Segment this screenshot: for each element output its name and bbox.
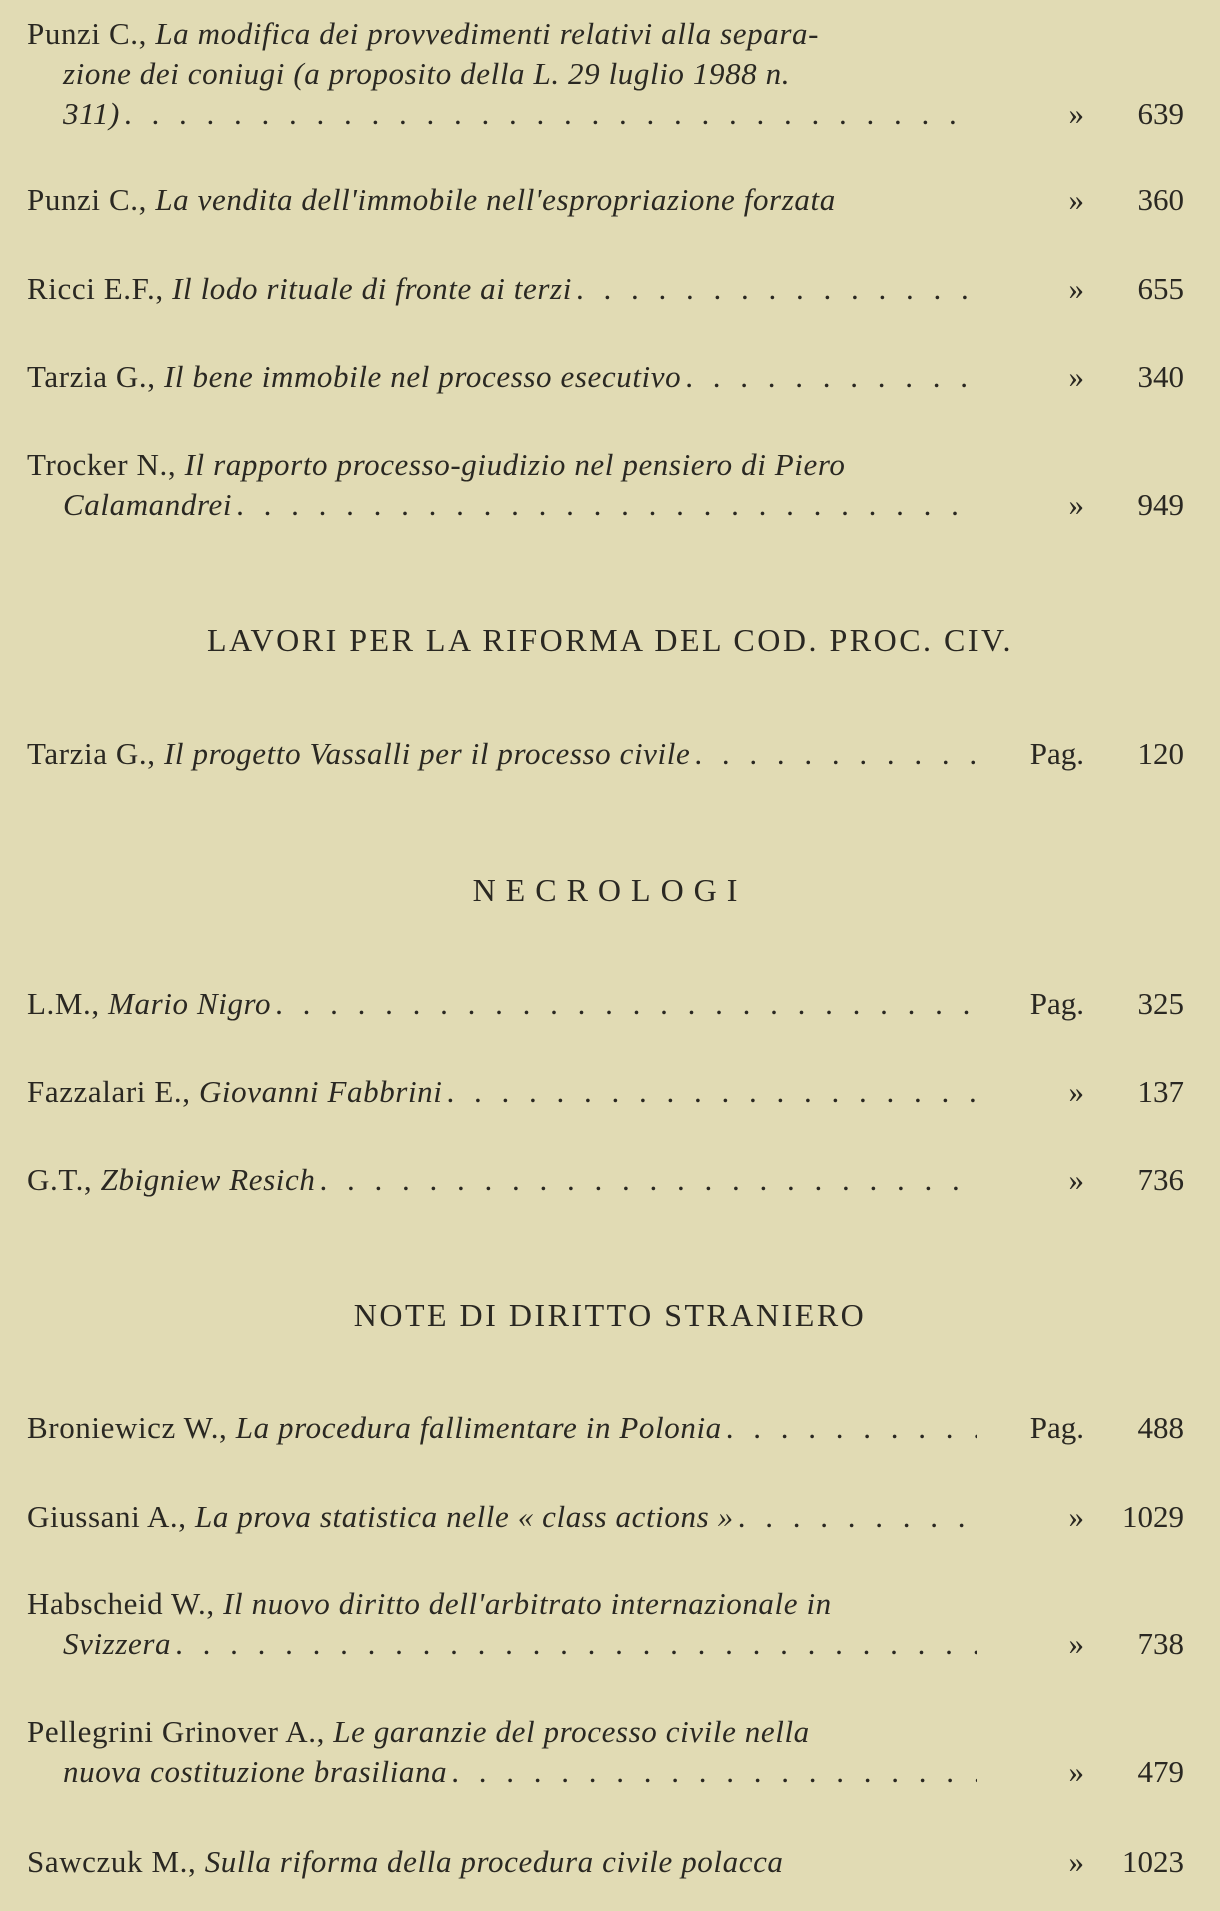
entry-author: Tarzia G., bbox=[27, 736, 156, 771]
page-number: 949 bbox=[1137, 487, 1184, 522]
page-number: 738 bbox=[1137, 1626, 1184, 1661]
entry-title: Le garanzie del processo civile nella bbox=[333, 1714, 810, 1749]
index-entry bbox=[27, 734, 1202, 774]
index-entry bbox=[27, 180, 1202, 220]
page-marker: » bbox=[1068, 1844, 1084, 1879]
page-marker: » bbox=[1068, 1162, 1084, 1197]
page-number: 1029 bbox=[1122, 1499, 1184, 1534]
index-entry bbox=[27, 1072, 1202, 1112]
entry-title: La procedura fallimentare in Polonia bbox=[235, 1410, 722, 1445]
entry-author: Broniewicz W., bbox=[27, 1410, 228, 1445]
page-marker: » bbox=[1068, 487, 1084, 522]
page-marker: » bbox=[1068, 359, 1084, 394]
entry-title-continued: Svizzera bbox=[63, 1626, 172, 1661]
page-number: 1023 bbox=[1122, 1844, 1184, 1879]
page-marker: » bbox=[1068, 1754, 1084, 1789]
page-number: 120 bbox=[1137, 736, 1184, 771]
entry-title: La prova statistica nelle « class actions » bbox=[195, 1499, 734, 1534]
page-number: 325 bbox=[1137, 986, 1184, 1021]
entry-author: Giussani A., bbox=[27, 1499, 187, 1534]
page-marker: » bbox=[1068, 182, 1084, 217]
entry-title: Giovanni Fabbrini bbox=[198, 1074, 443, 1109]
page-marker: Pag. bbox=[1029, 986, 1084, 1021]
entry-author: Habscheid W., bbox=[27, 1586, 215, 1621]
entry-title: La modifica dei provvedimenti relativi alla separa- bbox=[155, 16, 820, 51]
index-entry bbox=[27, 1712, 1202, 1792]
page-number: 639 bbox=[1137, 96, 1184, 131]
entry-title: Il nuovo diritto dell'arbitrato internazionale in bbox=[223, 1586, 832, 1621]
entry-title: Il rapporto processo-giudizio nel pensiero di Piero bbox=[184, 447, 846, 482]
entry-title: La vendita dell'immobile nell'espropriazione forzata bbox=[155, 182, 836, 217]
page-marker: » bbox=[1068, 1499, 1084, 1534]
entry-author: Sawczuk M., bbox=[27, 1844, 197, 1879]
page-marker: Pag. bbox=[1029, 736, 1084, 771]
page-number: 340 bbox=[1137, 359, 1184, 394]
page-number: 655 bbox=[1137, 271, 1184, 306]
entry-title: Sulla riforma della procedura civile polacca bbox=[204, 1844, 784, 1879]
section-heading: NOTE DI DIRITTO STRANIERO bbox=[353, 1297, 867, 1333]
entry-author: L.M., bbox=[27, 986, 100, 1021]
entry-author: Tarzia G., bbox=[27, 359, 156, 394]
page-marker: Pag. bbox=[1029, 1410, 1084, 1445]
entry-title: Il progetto Vassalli per il processo civile bbox=[163, 736, 691, 771]
entry-title-continued: Calamandrei bbox=[63, 487, 233, 522]
page-number: 360 bbox=[1137, 182, 1184, 217]
page-marker: » bbox=[1068, 96, 1084, 131]
page-number: 488 bbox=[1137, 1410, 1184, 1445]
entry-author: Ricci E.F., bbox=[27, 271, 164, 306]
entry-title-continued: zione dei coniugi (a proposito della L. 29 luglio 1988 n. bbox=[63, 56, 791, 91]
index-entry bbox=[27, 1497, 1202, 1537]
entry-author: Trocker N., bbox=[27, 447, 177, 482]
index-entry bbox=[27, 1160, 1202, 1200]
page-number: 479 bbox=[1137, 1754, 1184, 1789]
page-marker: » bbox=[1068, 1626, 1084, 1661]
page-number: 736 bbox=[1137, 1162, 1184, 1197]
index-entry bbox=[27, 445, 1202, 525]
entry-title-continued: 311) bbox=[63, 96, 120, 131]
entry-author: Fazzalari E., bbox=[27, 1074, 191, 1109]
section-heading: LAVORI PER LA RIFORMA DEL COD. PROC. CIV. bbox=[206, 622, 1014, 658]
index-entry bbox=[27, 357, 1202, 397]
entry-title: Il bene immobile nel processo esecutivo bbox=[163, 359, 682, 394]
index-entry bbox=[27, 14, 1202, 134]
page-marker: » bbox=[1068, 1074, 1084, 1109]
entry-author: G.T., bbox=[27, 1162, 93, 1197]
index-entry bbox=[27, 984, 1202, 1024]
entry-author: Pellegrini Grinover A., bbox=[27, 1714, 325, 1749]
entry-title-continued: nuova costituzione brasiliana bbox=[63, 1754, 448, 1789]
page-marker: » bbox=[1068, 271, 1084, 306]
index-entry bbox=[27, 269, 1202, 309]
page-number: 137 bbox=[1137, 1074, 1184, 1109]
index-entry bbox=[27, 1408, 1202, 1448]
entry-author: Punzi C., bbox=[27, 16, 147, 51]
entry-title: Il lodo rituale di fronte ai terzi bbox=[172, 271, 572, 306]
entry-title: Zbigniew Resich bbox=[100, 1162, 316, 1197]
index-entry bbox=[27, 1584, 1202, 1664]
entry-title: Mario Nigro bbox=[108, 986, 272, 1021]
index-entry bbox=[27, 1842, 1202, 1882]
entry-author: Punzi C., bbox=[27, 182, 147, 217]
section-heading: NECROLOGI bbox=[472, 872, 748, 908]
